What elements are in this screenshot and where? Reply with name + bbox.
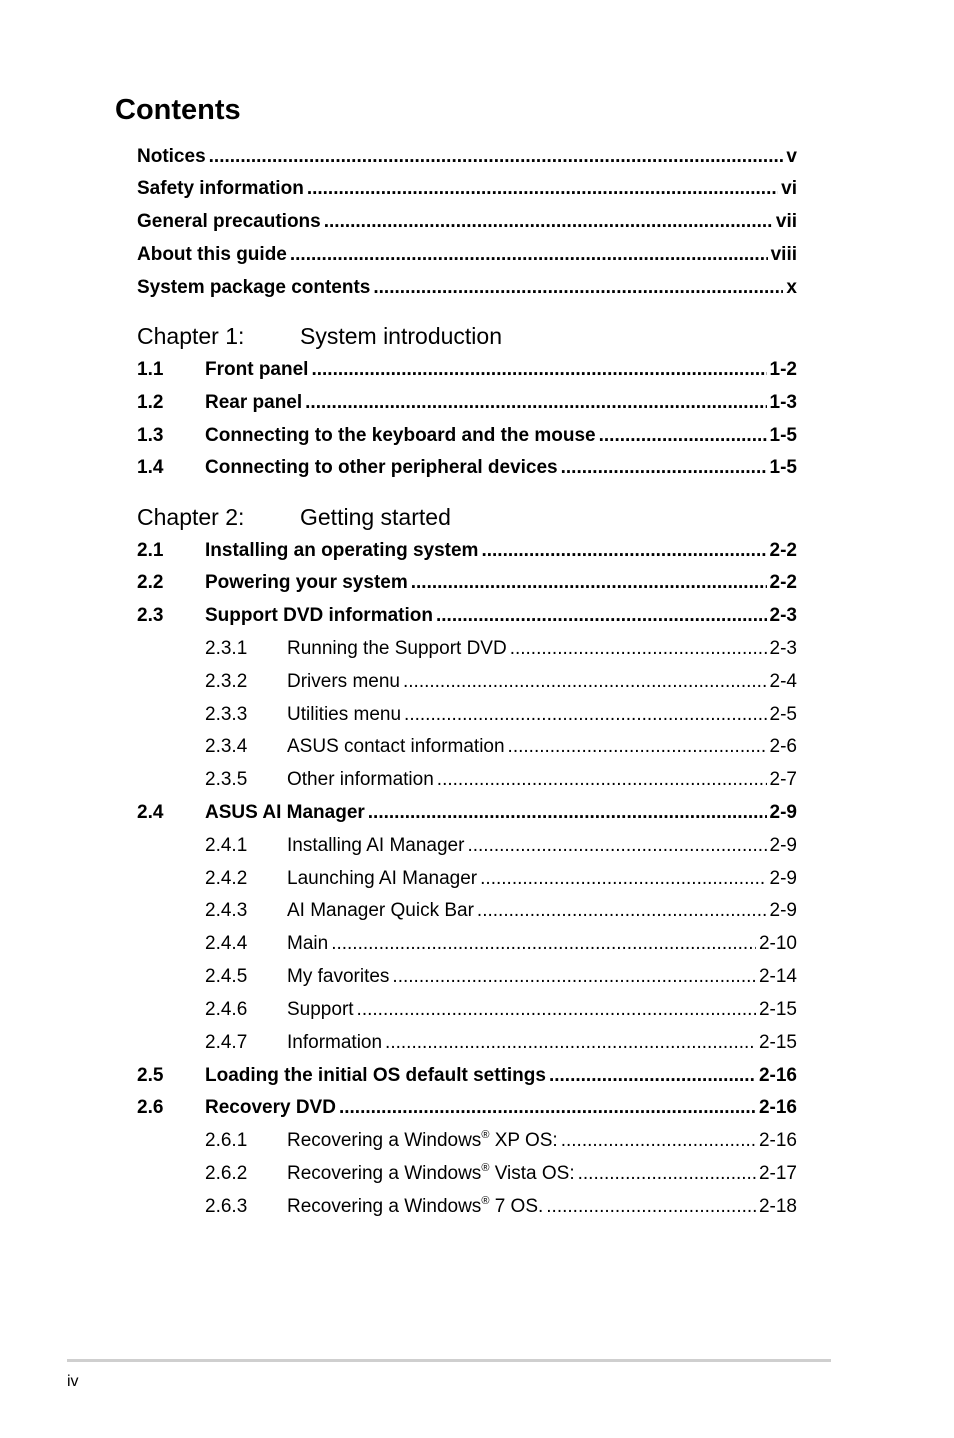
toc-entry-title: Rear panel: [205, 392, 303, 413]
toc-page-number: vi: [781, 178, 797, 199]
toc-section-number: 2.6.2: [205, 1163, 248, 1184]
toc-page-number: 1-3: [769, 392, 797, 413]
toc-section-number: 1.4: [137, 457, 164, 478]
toc-entry-general-precautions[interactable]: [137, 210, 797, 234]
toc-page-number: 2-3: [769, 605, 797, 626]
dot-leader: [561, 1129, 756, 1153]
page-title: Contents: [115, 94, 241, 126]
toc-entry-2-4[interactable]: [137, 801, 797, 825]
toc-entry-title: Recovering a Windows® 7 OS.: [287, 1195, 544, 1217]
chapter-title: System introduction: [300, 323, 502, 349]
toc-entry-title: Recovery DVD: [205, 1097, 336, 1118]
toc-page-number: 2-17: [758, 1163, 797, 1184]
toc-entry-2-5[interactable]: [137, 1064, 797, 1088]
page-number: iv: [67, 1373, 79, 1390]
toc-entry-title: Connecting to the keyboard and the mouse: [205, 425, 596, 446]
toc-entry-title: Support DVD information: [205, 605, 433, 626]
toc-page-number: 2-2: [769, 572, 797, 593]
toc-section-number: 2.4.3: [205, 900, 248, 921]
toc-entry-1-3[interactable]: [137, 424, 797, 448]
toc-entry-2-6-2[interactable]: [205, 1162, 797, 1186]
toc-section-number: 2.3.2: [205, 671, 248, 692]
toc-section-number: 1.3: [137, 425, 164, 446]
toc-page-number: 2-3: [769, 638, 797, 659]
toc-page-number: vii: [775, 211, 797, 232]
chapter-label: Chapter 1:: [137, 323, 245, 349]
toc-entry-title: Other information: [287, 769, 434, 790]
toc-section-number: 2.1: [137, 540, 164, 561]
toc-page-number: 2-4: [769, 671, 797, 692]
toc-entry-2-6-3[interactable]: [205, 1195, 797, 1219]
toc-entry-2-4-5[interactable]: [205, 965, 797, 989]
dot-leader: [305, 391, 766, 415]
dot-leader: [437, 768, 767, 792]
toc-page-number: 2-18: [758, 1196, 797, 1217]
registered-mark: ®: [481, 1129, 490, 1141]
toc-entry-2-4-2[interactable]: [205, 867, 797, 891]
chapter-2-heading[interactable]: [137, 503, 451, 531]
dot-leader: [578, 1162, 756, 1186]
dot-leader: [546, 1195, 756, 1219]
chapter-1-heading[interactable]: [137, 322, 502, 350]
toc-entry-title: Connecting to other peripheral devices: [205, 457, 558, 478]
toc-entry-title: System package contents: [137, 277, 371, 298]
toc-entry-2-4-6[interactable]: [205, 998, 797, 1022]
toc-section-number: 2.4.5: [205, 966, 248, 987]
toc-section-number: 2.5: [137, 1065, 164, 1086]
toc-entry-safety-information[interactable]: [137, 177, 797, 201]
dot-leader: [411, 571, 767, 595]
toc-entry-title: About this guide: [137, 244, 287, 265]
toc-entry-title: Powering your system: [205, 572, 408, 593]
dot-leader: [311, 358, 766, 382]
toc-section-number: 2.3.5: [205, 769, 248, 790]
dot-leader: [403, 670, 767, 694]
toc-page-number: 2-15: [758, 1032, 797, 1053]
toc-entry-2-4-3[interactable]: [205, 899, 797, 923]
toc-entry-1-4[interactable]: [137, 456, 797, 480]
toc-entry-1-2[interactable]: [137, 391, 797, 415]
toc-section-number: 1.2: [137, 392, 164, 413]
toc-entry-2-3-5[interactable]: [205, 768, 797, 792]
toc-entry-2-3-1[interactable]: [205, 637, 797, 661]
toc-page-number: 2-16: [758, 1097, 797, 1118]
toc-page-number: 1-2: [769, 359, 797, 380]
toc-entry-2-2[interactable]: [137, 571, 797, 595]
toc-page-number: 2-7: [769, 769, 797, 790]
toc-section-number: 2.4.2: [205, 868, 248, 889]
dot-leader: [290, 243, 768, 267]
toc-section-number: 2.3.4: [205, 736, 248, 757]
toc-section-number: 2.4.6: [205, 999, 248, 1020]
toc-section-number: 2.3.1: [205, 638, 248, 659]
dot-leader: [436, 604, 767, 628]
toc-page-number: 2-6: [769, 736, 797, 757]
registered-mark: ®: [481, 1195, 490, 1207]
dot-leader: [307, 177, 778, 201]
toc-entry-title: My favorites: [287, 966, 390, 987]
dot-leader: [561, 456, 767, 480]
toc-page-number: 2-5: [769, 704, 797, 725]
toc-page-number: 2-16: [758, 1065, 797, 1086]
toc-entry-title: Launching AI Manager: [287, 868, 478, 889]
toc-entry-title: Installing an operating system: [205, 540, 479, 561]
toc-section-number: 2.6.3: [205, 1196, 248, 1217]
footer-rule: [67, 1359, 831, 1362]
toc-page-number: 2-9: [769, 835, 797, 856]
toc-entry-notices[interactable]: [137, 145, 797, 169]
toc-section-number: 2.2: [137, 572, 164, 593]
dot-leader: [373, 276, 783, 300]
toc-entry-title: Loading the initial OS default settings: [205, 1065, 546, 1086]
toc-entry-title: Utilities menu: [287, 704, 402, 725]
dot-leader: [477, 899, 767, 923]
toc-entry-2-1[interactable]: [137, 539, 797, 563]
toc-page-number: 2-14: [758, 966, 797, 987]
chapter-title: Getting started: [300, 504, 451, 530]
toc-entry-2-3[interactable]: [137, 604, 797, 628]
toc-section-number: 2.4.4: [205, 933, 248, 954]
toc-entry-title: Drivers menu: [287, 671, 400, 692]
toc-entry-title: Notices: [137, 146, 206, 167]
toc-entry-title: ASUS AI Manager: [205, 802, 365, 823]
toc-entry-title: General precautions: [137, 211, 321, 232]
toc-entry-title: Recovering a Windows® XP OS:: [287, 1129, 558, 1151]
toc-section-number: 2.3.3: [205, 704, 248, 725]
toc-entry-title: Main: [287, 933, 329, 954]
toc-entry-2-4-4[interactable]: [205, 932, 797, 956]
toc-page-number: 2-16: [758, 1130, 797, 1151]
dot-leader: [392, 965, 756, 989]
dot-leader: [404, 703, 766, 727]
toc-entry-2-6[interactable]: [137, 1096, 797, 1120]
dot-leader: [508, 735, 767, 759]
toc-entry-1-1[interactable]: [137, 358, 797, 382]
toc-entry-2-3-4[interactable]: [205, 735, 797, 759]
dot-leader: [209, 145, 784, 169]
dot-leader: [481, 539, 766, 563]
toc-page-number: 2-15: [758, 999, 797, 1020]
toc-entry-title: Installing AI Manager: [287, 835, 465, 856]
toc-page-number: v: [786, 146, 797, 167]
toc-entry-title: Front panel: [205, 359, 309, 380]
toc-page-number: 2-9: [769, 868, 797, 889]
dot-leader: [467, 834, 766, 858]
toc-section-number: 2.6: [137, 1097, 164, 1118]
toc-entry-system-package-contents[interactable]: [137, 276, 797, 300]
dot-leader: [510, 637, 767, 661]
toc-page-number: viii: [770, 244, 797, 265]
registered-mark: ®: [481, 1162, 490, 1174]
toc-page-number: 1-5: [769, 425, 797, 446]
toc-section-number: 2.4: [137, 802, 164, 823]
toc-page-number: 2-9: [769, 802, 797, 823]
toc-entry-2-4-7[interactable]: [205, 1031, 797, 1055]
toc-page-number: 1-5: [769, 457, 797, 478]
toc-entry-title: Safety information: [137, 178, 304, 199]
dot-leader: [339, 1096, 756, 1120]
dot-leader: [357, 998, 756, 1022]
dot-leader: [599, 424, 767, 448]
toc-entry-title: ASUS contact information: [287, 736, 505, 757]
toc-section-number: 2.3: [137, 605, 164, 626]
toc-entry-2-6-1[interactable]: [205, 1129, 797, 1153]
toc-entry-title: Support: [287, 999, 354, 1020]
toc-page-number: 2-2: [769, 540, 797, 561]
dot-leader: [480, 867, 766, 891]
toc-entry-title: Recovering a Windows® Vista OS:: [287, 1162, 575, 1184]
toc-section-number: 2.6.1: [205, 1130, 248, 1151]
toc-entry-title: Running the Support DVD: [287, 638, 507, 659]
toc-page-number: 2-10: [758, 933, 797, 954]
dot-leader: [549, 1064, 756, 1088]
toc-entry-title: AI Manager Quick Bar: [287, 900, 474, 921]
dot-leader: [324, 210, 773, 234]
toc-entry-about-this-guide[interactable]: [137, 243, 797, 267]
toc-page-number: 2-9: [769, 900, 797, 921]
toc-section-number: 2.4.1: [205, 835, 248, 856]
toc-entry-2-3-3[interactable]: [205, 703, 797, 727]
dot-leader: [385, 1031, 756, 1055]
toc-entry-2-3-2[interactable]: [205, 670, 797, 694]
dot-leader: [331, 932, 756, 956]
toc-section-number: 2.4.7: [205, 1032, 248, 1053]
toc-section-number: 1.1: [137, 359, 164, 380]
toc-page-number: x: [786, 277, 797, 298]
chapter-label: Chapter 2:: [137, 504, 245, 530]
toc-entry-2-4-1[interactable]: [205, 834, 797, 858]
toc-entry-title: Information: [287, 1032, 383, 1053]
dot-leader: [368, 801, 767, 825]
